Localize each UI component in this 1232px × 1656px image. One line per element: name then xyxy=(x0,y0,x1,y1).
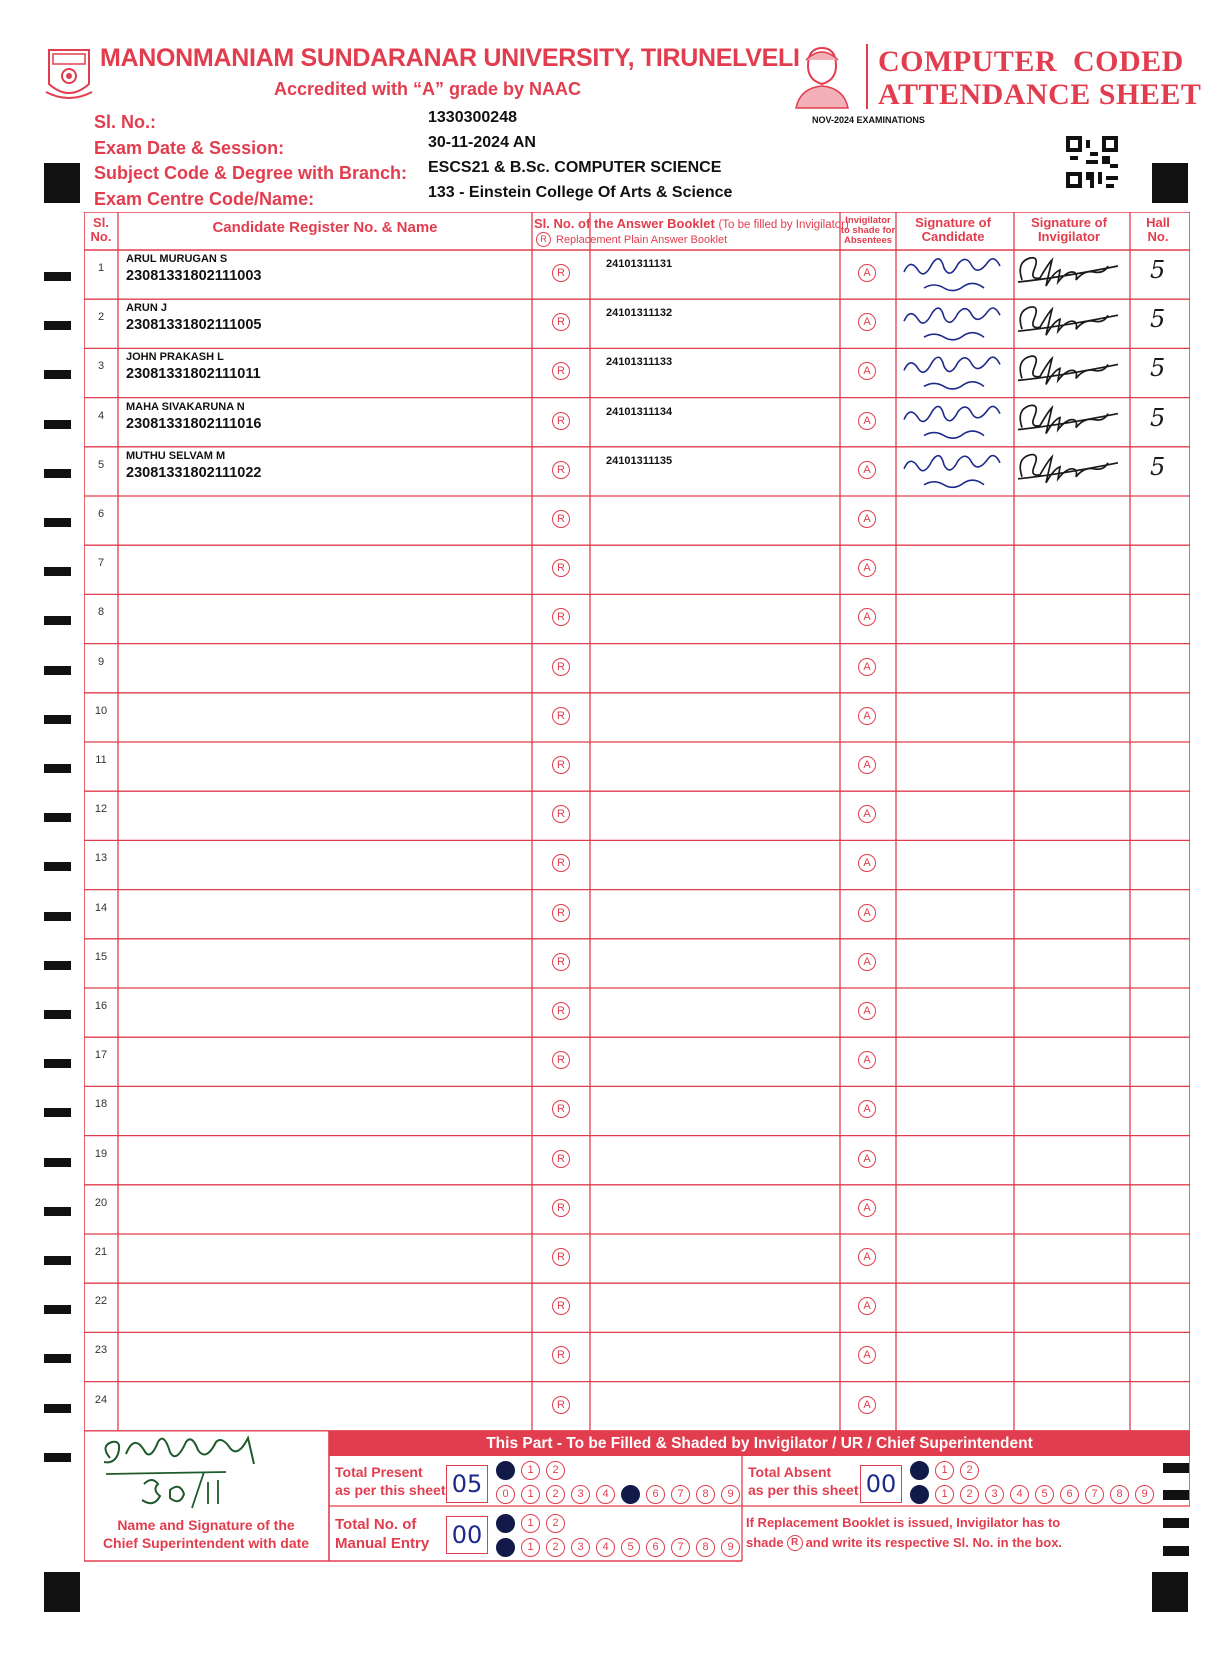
total-present-label2: as per this sheet xyxy=(335,1482,446,1498)
invigilator-signature xyxy=(1018,455,1118,483)
header-hall-no: Hall No. xyxy=(1146,215,1170,244)
handwritten-signatures xyxy=(0,0,1232,500)
invigilator-signature xyxy=(1018,356,1118,384)
digit-bubble[interactable]: 9 xyxy=(1135,1485,1154,1504)
header-signature-invigilator: Signature of Invigilator xyxy=(1031,215,1107,244)
absent-bubble[interactable]: A xyxy=(858,1297,876,1315)
header-absentees-line2: to shade for xyxy=(840,225,896,236)
absent-bubble[interactable]: A xyxy=(858,461,876,479)
row-sl-no: 6 xyxy=(97,508,105,520)
digit-bubble[interactable]: 0 xyxy=(496,1485,515,1504)
digit-bubble[interactable]: 0 xyxy=(910,1461,929,1480)
booklet-number: 24101311132 xyxy=(606,307,673,320)
timing-mark xyxy=(44,616,71,625)
digit-bubble[interactable]: 9 xyxy=(721,1538,740,1557)
candidate-name: JOHN PRAKASH L xyxy=(126,351,224,364)
row-sl-no: 22 xyxy=(94,1295,108,1308)
header-sl-no: Sl. No. xyxy=(90,215,112,244)
digit-bubble[interactable]: 1 xyxy=(521,1485,540,1504)
timing-mark xyxy=(44,1305,71,1314)
absent-bubble[interactable]: A xyxy=(858,805,876,823)
timing-mark xyxy=(44,1207,71,1216)
absent-bubble[interactable]: A xyxy=(858,608,876,626)
exam-tag: NOV-2024 EXAMINATIONS xyxy=(812,115,925,125)
digit-bubble[interactable]: 4 xyxy=(596,1538,615,1557)
absent-bubble[interactable]: A xyxy=(858,313,876,331)
replacement-bubble[interactable]: R xyxy=(552,1051,570,1069)
total-present-box[interactable]: 05 xyxy=(446,1465,488,1503)
absent-bubble[interactable]: A xyxy=(858,1100,876,1118)
row-sl-no: 3 xyxy=(97,360,105,373)
digit-bubble[interactable]: 7 xyxy=(1085,1485,1104,1504)
hall-number: 5 xyxy=(1150,452,1166,481)
absent-bubble[interactable]: A xyxy=(858,1248,876,1266)
row-sl-no: 23 xyxy=(94,1344,108,1357)
absent-bubble[interactable]: A xyxy=(858,904,876,922)
absent-bubble[interactable]: A xyxy=(858,953,876,971)
timing-mark xyxy=(44,764,71,773)
absent-bubble[interactable]: A xyxy=(858,362,876,380)
absent-bubble[interactable]: A xyxy=(858,1150,876,1168)
digit-bubble[interactable]: 2 xyxy=(546,1485,565,1504)
booklet-number: 24101311133 xyxy=(606,356,673,369)
digit-bubble[interactable]: 1 xyxy=(935,1461,954,1480)
digit-bubble[interactable]: 3 xyxy=(571,1538,590,1557)
replacement-bubble[interactable]: R xyxy=(552,559,570,577)
sheet-title-line2: ATTENDANCE SHEET xyxy=(878,78,1202,111)
absent-bubble[interactable]: A xyxy=(858,412,876,430)
absent-bubble[interactable]: A xyxy=(858,1002,876,1020)
invigilator-signature xyxy=(1018,307,1118,335)
digit-bubble[interactable]: 1 xyxy=(521,1461,540,1480)
replacement-bubble[interactable]: R xyxy=(552,1346,570,1364)
timing-mark xyxy=(44,715,71,724)
absent-bubble[interactable]: A xyxy=(858,1396,876,1414)
exam-centre-value: 133 - Einstein College Of Arts & Science xyxy=(428,184,733,201)
replacement-bubble[interactable]: R xyxy=(552,707,570,725)
registration-mark-bottom-left xyxy=(44,1572,80,1612)
replacement-bubble[interactable]: R xyxy=(552,953,570,971)
row-sl-no: 2 xyxy=(97,311,105,324)
manual-entry-tens-bubbles xyxy=(496,1514,565,1533)
row-sl-no: 12 xyxy=(94,803,108,816)
header-absentees-line1: Invigilator xyxy=(845,215,891,226)
replacement-bubble[interactable]: R xyxy=(552,658,570,676)
replacement-bubble[interactable]: R xyxy=(552,362,570,380)
candidate-name: ARUN J xyxy=(126,302,167,315)
total-present-tens-bubbles xyxy=(496,1461,565,1480)
replacement-symbol-note-icon: R xyxy=(787,1535,803,1551)
replacement-bubble[interactable]: R xyxy=(552,1396,570,1414)
digit-bubble[interactable]: 2 xyxy=(546,1461,565,1480)
absent-bubble[interactable]: A xyxy=(858,756,876,774)
replacement-bubble[interactable]: R xyxy=(552,854,570,872)
candidate-signature xyxy=(904,259,1000,291)
replacement-bubble[interactable]: R xyxy=(552,805,570,823)
timing-mark xyxy=(44,813,71,822)
timing-mark xyxy=(44,1404,71,1413)
absent-bubble[interactable]: A xyxy=(858,264,876,282)
total-absent-label xyxy=(748,1463,859,1499)
hall-number: 5 xyxy=(1150,354,1166,383)
sl-no-label: Sl. No.: xyxy=(94,112,156,132)
row-sl-no: 8 xyxy=(97,606,105,619)
candidate-signature xyxy=(904,357,1000,389)
replacement-bubble[interactable]: R xyxy=(552,756,570,774)
total-absent-box[interactable]: 00 xyxy=(860,1465,902,1503)
invigilator-signature xyxy=(1018,258,1118,286)
replacement-bubble[interactable]: R xyxy=(552,510,570,528)
digit-bubble[interactable]: 9 xyxy=(721,1485,740,1504)
subject-code-value: ESCS21 & B.Sc. COMPUTER SCIENCE xyxy=(428,159,722,176)
hall-number: 5 xyxy=(1150,403,1166,432)
hall-number: 5 xyxy=(1150,256,1166,284)
sl-no-value: 1330300248 xyxy=(428,109,517,126)
exam-date-value: 30-11-2024 AN xyxy=(428,134,536,151)
register-number: 23081331802111016 xyxy=(126,415,262,432)
digit-bubble[interactable]: 1 xyxy=(521,1538,540,1557)
row-sl-no: 13 xyxy=(94,852,108,865)
absent-bubble[interactable]: A xyxy=(858,559,876,577)
replacement-bubble[interactable]: R xyxy=(552,1297,570,1315)
replacement-note-line2a: shade xyxy=(746,1535,784,1550)
row-sl-no: 20 xyxy=(94,1196,108,1209)
replacement-note-line1: If Replacement Booklet is issued, Invigilator has to xyxy=(746,1515,1061,1530)
exam-centre-label: Exam Centre Code/Name: xyxy=(94,189,315,209)
replacement-bubble[interactable]: R xyxy=(552,1150,570,1168)
header-absentees-line3: Absentees xyxy=(843,235,893,246)
replacement-bubble[interactable]: R xyxy=(552,264,570,282)
register-number: 23081331802111003 xyxy=(126,268,262,284)
exam-date-label: Exam Date & Session: xyxy=(94,138,285,158)
timing-mark xyxy=(44,1010,71,1019)
replacement-bubble[interactable]: R xyxy=(552,313,570,331)
chief-superintendent-signature xyxy=(92,1428,272,1512)
total-absent-tens-bubbles xyxy=(910,1461,979,1480)
digit-bubble[interactable]: 5 xyxy=(621,1538,640,1557)
replacement-note xyxy=(746,1513,1062,1553)
digit-bubble[interactable]: 2 xyxy=(546,1514,565,1533)
replacement-bubble[interactable]: R xyxy=(552,1199,570,1217)
header-booklet-title: Sl. No. of the Answer Booklet xyxy=(534,216,715,231)
absent-bubble[interactable]: A xyxy=(858,510,876,528)
total-present-label1: Total Present xyxy=(335,1464,423,1480)
digit-bubble[interactable]: 1 xyxy=(935,1485,954,1504)
row-sl-no: 16 xyxy=(94,1000,108,1012)
digit-bubble[interactable]: 7 xyxy=(671,1485,690,1504)
invigilator-signature xyxy=(1018,405,1118,433)
timing-mark xyxy=(44,912,71,921)
total-present-label xyxy=(335,1463,446,1499)
candidate-name: MUTHU SELVAM M xyxy=(126,449,226,462)
digit-bubble[interactable]: 8 xyxy=(1110,1485,1129,1504)
replacement-symbol-icon: R xyxy=(536,232,551,247)
candidate-signature xyxy=(904,456,1000,488)
chief-label-line2: Chief Superintendent with date xyxy=(102,1535,310,1551)
row-sl-no: 24 xyxy=(94,1393,108,1406)
chief-label-line1: Name and Signature of the xyxy=(117,1517,295,1533)
row-sl-no: 19 xyxy=(94,1147,108,1160)
digit-bubble[interactable]: 3 xyxy=(571,1485,590,1504)
sheet-title-line1: COMPUTER CODED xyxy=(878,45,1184,78)
digit-bubble[interactable]: 8 xyxy=(696,1485,715,1504)
row-sl-no: 9 xyxy=(97,655,105,668)
digit-bubble[interactable]: 5 xyxy=(1035,1485,1054,1504)
replacement-bubble[interactable]: R xyxy=(552,608,570,626)
digit-bubble[interactable]: 0 xyxy=(910,1485,929,1504)
register-number: 23081331802111005 xyxy=(126,317,262,334)
subject-code-label: Subject Code & Degree with Branch: xyxy=(94,163,408,183)
booklet-number: 24101311131 xyxy=(606,258,673,270)
digit-bubble[interactable]: 1 xyxy=(521,1514,540,1533)
manual-entry-box[interactable]: 00 xyxy=(446,1516,488,1554)
row-sl-no: 18 xyxy=(94,1098,108,1111)
row-sl-no: 5 xyxy=(97,458,105,471)
manual-entry-label xyxy=(335,1515,429,1553)
timing-mark xyxy=(44,1059,71,1068)
register-number: 23081331802111011 xyxy=(126,366,261,383)
timing-mark xyxy=(44,567,71,576)
register-number: 23081331802111022 xyxy=(126,464,262,481)
digit-bubble[interactable]: 2 xyxy=(960,1461,979,1480)
replacement-bubble[interactable]: R xyxy=(552,1100,570,1118)
digit-bubble[interactable]: 5 xyxy=(621,1485,640,1504)
digit-bubble[interactable]: 8 xyxy=(696,1538,715,1557)
candidate-name: MAHA SIVAKARUNA N xyxy=(126,400,245,413)
timing-mark xyxy=(44,1108,71,1117)
total-absent-label2: as per this sheet xyxy=(748,1482,859,1498)
hall-number: 5 xyxy=(1150,305,1166,334)
digit-bubble[interactable]: 7 xyxy=(671,1538,690,1557)
absent-bubble[interactable]: A xyxy=(858,1346,876,1364)
accreditation-text: Accredited with “A” grade by NAAC xyxy=(274,79,582,99)
timing-mark xyxy=(44,1158,71,1167)
digit-bubble[interactable]: 2 xyxy=(960,1485,979,1504)
timing-mark xyxy=(44,518,71,527)
absent-bubble[interactable]: A xyxy=(858,1051,876,1069)
row-sl-no: 14 xyxy=(94,901,108,914)
absent-bubble[interactable]: A xyxy=(858,658,876,676)
chief-superintendent-label xyxy=(86,1516,326,1552)
digit-bubble[interactable]: 6 xyxy=(646,1485,665,1504)
digit-bubble[interactable]: 6 xyxy=(646,1538,665,1557)
header-signature-candidate: Signature of Candidate xyxy=(915,215,991,244)
timing-mark xyxy=(44,1354,71,1363)
candidate-name: ARUL MURUGAN S xyxy=(126,253,228,265)
registration-mark-bottom-right xyxy=(1152,1572,1188,1612)
header-booklet-note: (To be filled by Invigilator) xyxy=(718,219,849,231)
row-sl-no: 10 xyxy=(94,704,108,717)
replacement-note-line2 xyxy=(746,1533,1062,1553)
row-sl-no: 15 xyxy=(94,950,108,963)
timing-mark xyxy=(44,1453,71,1462)
replacement-bubble[interactable]: R xyxy=(552,904,570,922)
manual-entry-label1: Total No. of xyxy=(335,1516,417,1533)
booklet-number: 24101311135 xyxy=(606,454,673,467)
timing-mark xyxy=(44,1256,71,1265)
digit-bubble[interactable]: 6 xyxy=(1060,1485,1079,1504)
digit-bubble[interactable]: 4 xyxy=(596,1485,615,1504)
digit-bubble[interactable]: 0 xyxy=(496,1514,515,1533)
manual-entry-units-bubbles xyxy=(496,1538,740,1557)
university-name: MANONMANIAM SUNDARANAR UNIVERSITY, TIRUNELVELI xyxy=(100,44,800,72)
row-sl-no: 11 xyxy=(95,754,107,766)
timing-mark xyxy=(44,961,71,970)
digit-bubble[interactable]: 3 xyxy=(985,1485,1004,1504)
total-absent-units-bubbles xyxy=(910,1485,1154,1504)
total-absent-label1: Total Absent xyxy=(748,1464,832,1480)
absent-bubble[interactable]: A xyxy=(858,707,876,725)
digit-bubble[interactable]: 4 xyxy=(1010,1485,1029,1504)
digit-bubble[interactable]: 0 xyxy=(496,1538,515,1557)
manual-entry-label2: Manual Entry xyxy=(335,1535,430,1552)
total-present-units-bubbles xyxy=(496,1485,740,1504)
row-sl-no: 17 xyxy=(94,1049,108,1062)
absent-bubble[interactable]: A xyxy=(858,1199,876,1217)
digit-bubble[interactable]: 0 xyxy=(496,1461,515,1480)
header-replacement-text: Replacement Plain Answer Booklet xyxy=(556,233,728,246)
replacement-bubble[interactable]: R xyxy=(552,412,570,430)
row-sl-no: 21 xyxy=(94,1246,108,1258)
timing-mark xyxy=(44,862,71,871)
row-sl-no: 7 xyxy=(97,557,105,570)
replacement-bubble[interactable]: R xyxy=(552,1002,570,1020)
replacement-bubble[interactable]: R xyxy=(552,1248,570,1266)
footer-bar-title: This Part - To be Filled & Shaded by Invigilator / UR / Chief Superintendent xyxy=(329,1431,1190,1456)
booklet-number: 24101311134 xyxy=(606,405,673,418)
absent-bubble[interactable]: A xyxy=(858,854,876,872)
candidate-signature xyxy=(904,308,1000,340)
replacement-bubble[interactable]: R xyxy=(552,461,570,479)
replacement-note-line2b: and write its respective Sl. No. in the box. xyxy=(805,1535,1063,1550)
row-sl-no: 1 xyxy=(97,262,105,274)
timing-mark xyxy=(44,666,71,675)
header-candidate: Candidate Register No. & Name xyxy=(212,219,438,236)
digit-bubble[interactable]: 2 xyxy=(546,1538,565,1557)
row-sl-no: 4 xyxy=(97,409,105,422)
candidate-signature xyxy=(904,406,1000,438)
